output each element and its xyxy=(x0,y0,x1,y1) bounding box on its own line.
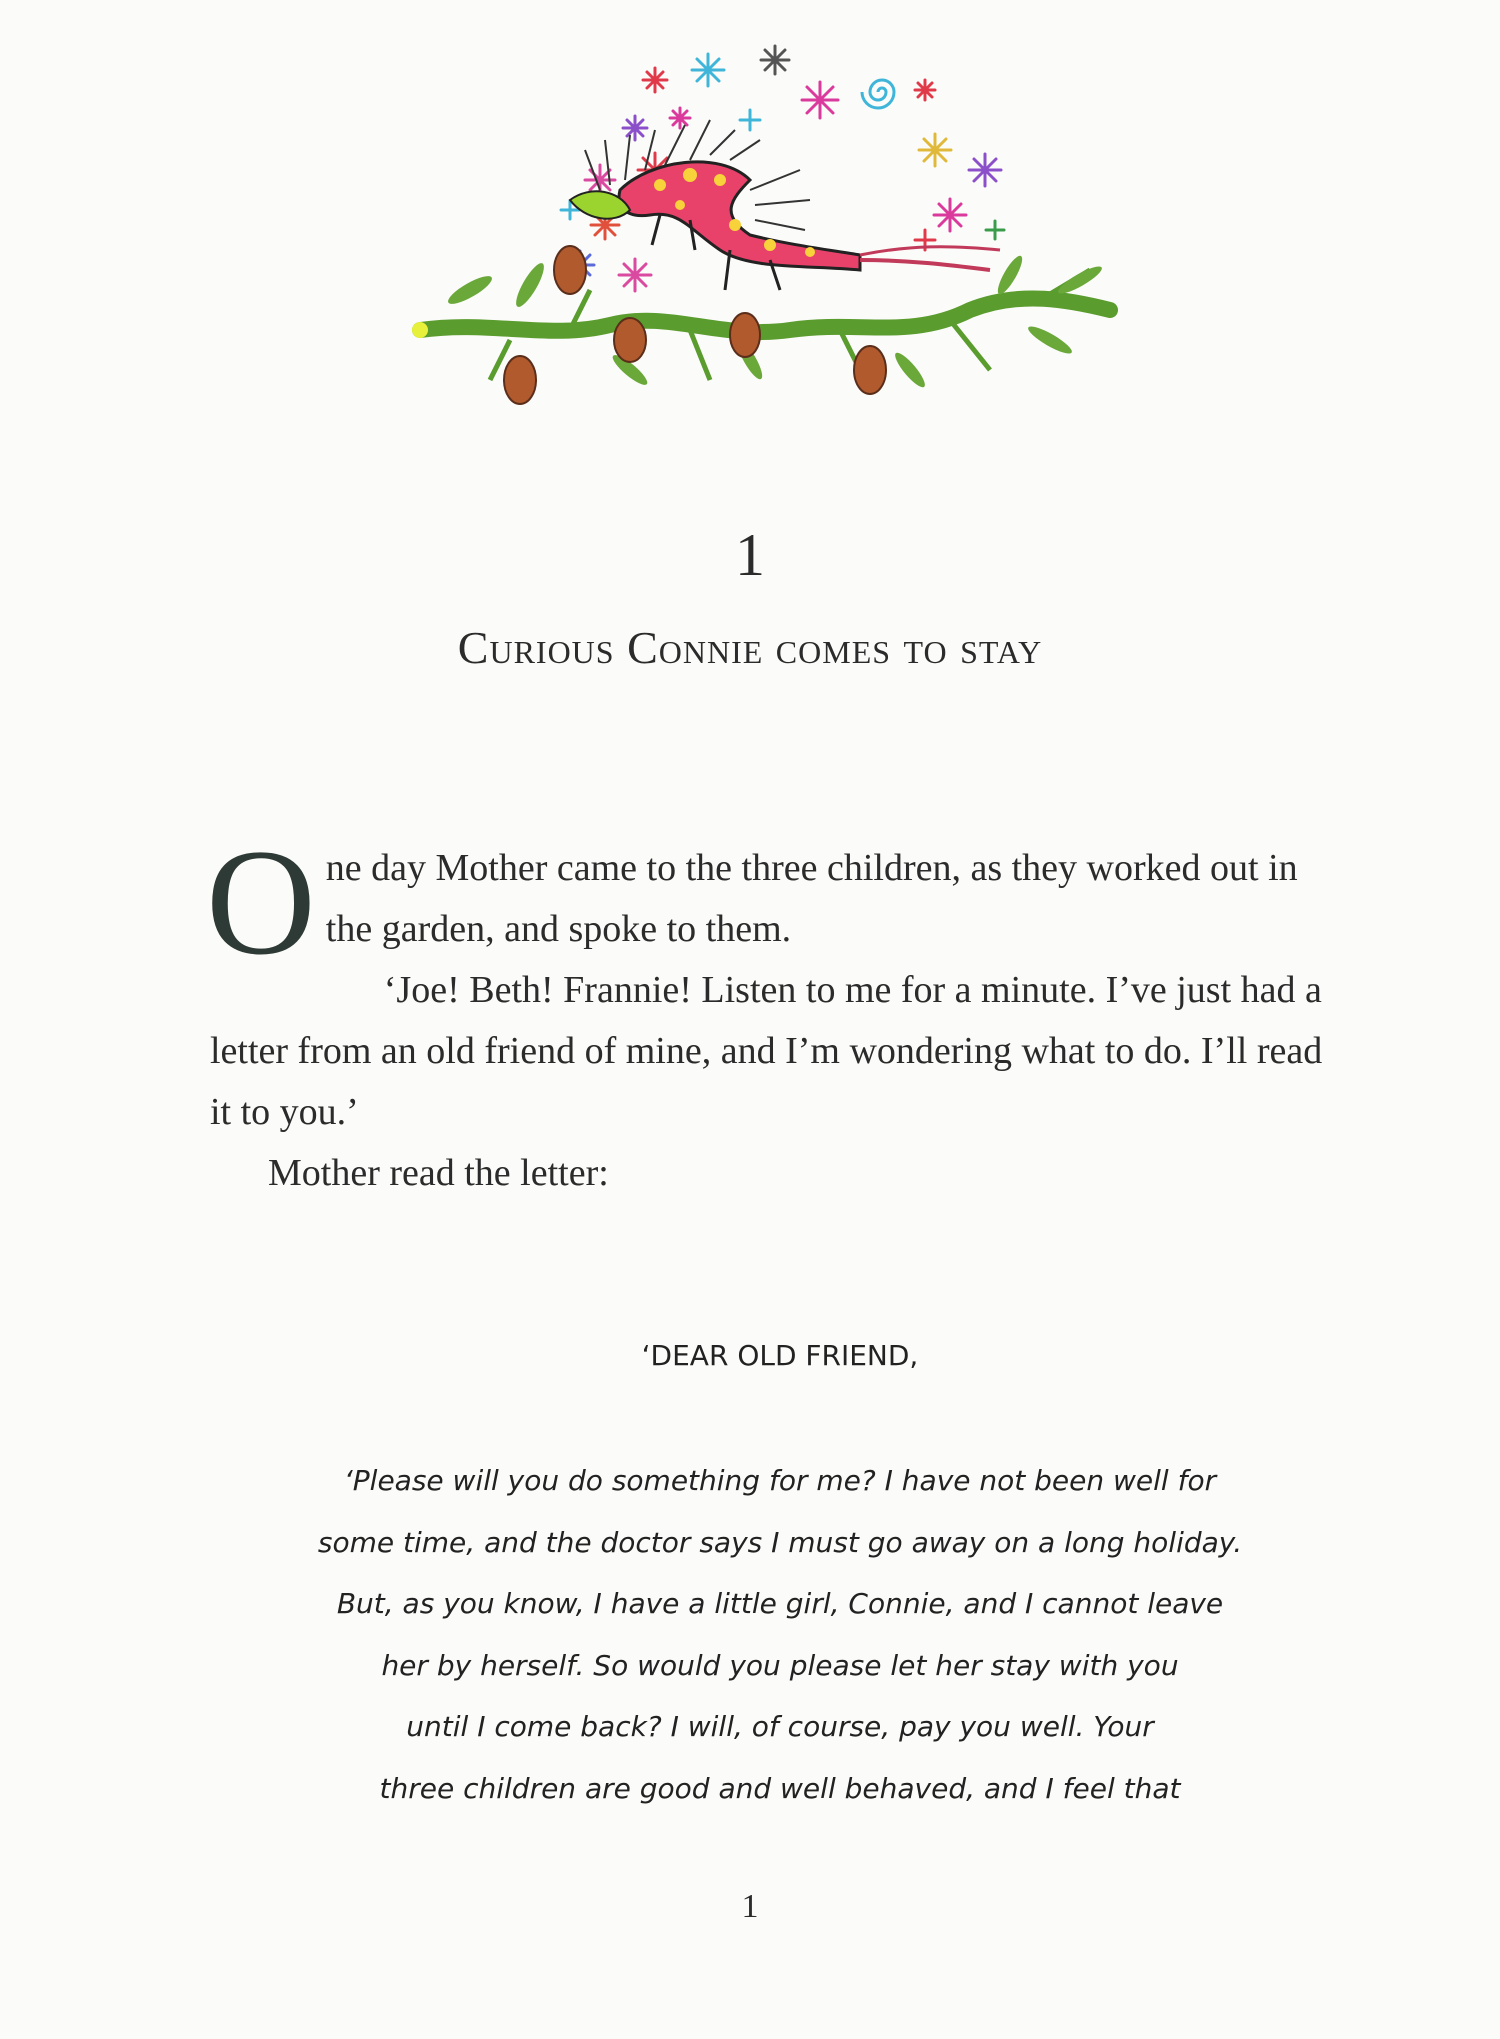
drop-cap: O xyxy=(206,818,316,986)
letter-line: three children are good and well behaved, and I feel that xyxy=(379,1771,1181,1805)
chapter-body xyxy=(206,818,1350,1204)
page-number: 1 xyxy=(741,1888,759,1925)
letter-body xyxy=(30,1450,1500,1819)
chapter-illustration xyxy=(390,40,1140,530)
branch-icon xyxy=(412,246,1110,404)
letter-line: her by herself. So would you please let her stay with you xyxy=(381,1648,1179,1682)
opening-text: ne day Mother came to the three children, as they worked out in the garden, and spoke to them. xyxy=(325,847,1298,950)
letter-line: But, as you know, I have a little girl, Connie, and I cannot leave xyxy=(336,1587,1224,1620)
letter-salutation: ‘DEAR OLD FRIEND, xyxy=(641,1339,919,1372)
paragraph: Mother read the letter: xyxy=(268,1152,609,1194)
chapter-title: Curious Connie comes to stay xyxy=(457,622,1043,673)
letter-line: until I come back? I will, of course, pay you well. Your xyxy=(406,1710,1154,1743)
letter-line: some time, and the doctor says I must go away on a long holiday. xyxy=(317,1525,1243,1559)
chapter-number: 1 xyxy=(735,522,765,588)
letter-line: ‘Please will you do something for me? I have not been well for xyxy=(343,1464,1217,1497)
paragraph: ‘Joe! Beth! Frannie! Listen to me for a minute. I’ve just had a letter from an old friend of mine, and I’m wondering what to do. I’ll read it to you.’ xyxy=(210,969,1323,1133)
spiral-icon xyxy=(862,80,894,108)
opening-paragraph xyxy=(206,818,1350,986)
